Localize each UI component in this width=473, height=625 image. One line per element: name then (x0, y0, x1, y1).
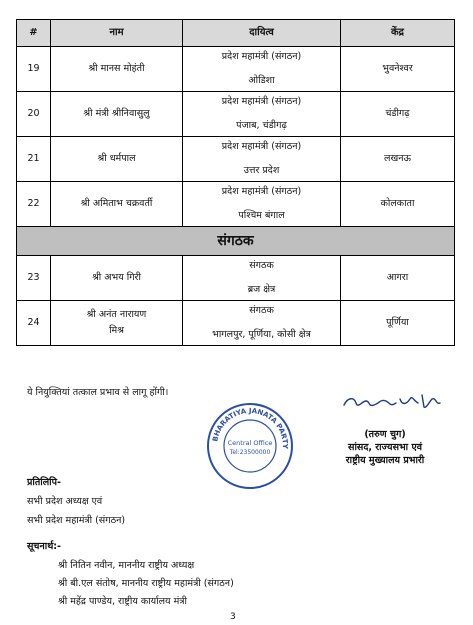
row-center: कोलकाता (341, 182, 455, 227)
row-name: श्री मानस मोहंती (51, 47, 183, 92)
duty-region: भागलपुर, पूर्णिया, कोसी क्षेत्र (212, 329, 311, 340)
signature-icon (340, 387, 450, 419)
duty-region: पश्चिम बंगाल (238, 210, 285, 221)
row-center: पूर्णिया (341, 301, 455, 346)
duty-region: उत्तर प्रदेश (243, 165, 280, 176)
row-duty (183, 137, 341, 182)
notice-text: ये नियुक्तियां तत्काल प्रभाव से लागू होंगी। (27, 387, 169, 398)
row-center: लखनऊ (341, 137, 455, 182)
row-duty (183, 92, 341, 137)
row-duty (183, 182, 341, 227)
appointments-table (16, 19, 455, 346)
seal-line-1: Central Office (227, 439, 273, 447)
row-name: श्री मंत्री श्रीनिवासुलु (51, 92, 183, 137)
signer-title-1: सांसद, राज्यसभा एवं (348, 442, 422, 453)
signer-block (325, 428, 445, 467)
row-number: 20 (17, 92, 51, 137)
table-header-row (17, 20, 455, 47)
seal-outer-text: BHARATIYA JANATA PARTY (211, 406, 290, 449)
duty-title: संगठक (249, 305, 274, 316)
row-name: श्री अमिताभ चक्रवर्ती (51, 182, 183, 227)
header-number: # (17, 20, 51, 47)
row-center: चंडीगढ़ (341, 92, 455, 137)
table-row (17, 137, 455, 182)
duty-title: प्रदेश महामंत्री (संगठन) (221, 96, 302, 107)
row-duty (183, 47, 341, 92)
row-duty (183, 256, 341, 301)
page-number: 3 (230, 612, 236, 622)
row-center: आगरा (341, 256, 455, 301)
section-row (17, 227, 455, 256)
row-number: 23 (17, 256, 51, 301)
info-line: श्री नितिन नवीन, माननीय राष्ट्रीय अध्यक्ष (58, 560, 195, 571)
row-number: 19 (17, 47, 51, 92)
info-heading: सूचनार्थ:- (27, 541, 62, 552)
duty-region: पंजाब, चंडीगढ़ (236, 120, 287, 131)
row-center: भुवनेश्वर (341, 47, 455, 92)
row-duty (183, 301, 341, 346)
cc-heading: प्रतिलिपि- (27, 477, 61, 488)
name-line-1: श्री अनंत नारायण (86, 309, 147, 320)
row-name: श्री धर्मपाल (51, 137, 183, 182)
party-seal-icon (206, 402, 294, 490)
row-name: श्री अभय गिरी (51, 256, 183, 301)
section-title: संगठक (17, 227, 455, 256)
duty-region: ब्रज क्षेत्र (247, 284, 276, 295)
name-line-2: मिश्र (109, 325, 124, 336)
table-row (17, 256, 455, 301)
signer-title-2: राष्ट्रीय मुख्यालय प्रभारी (345, 455, 425, 466)
header-duty: दायित्व (183, 20, 341, 47)
row-name (51, 301, 183, 346)
signer-name: (तरुण चुग) (364, 429, 406, 440)
table-row (17, 301, 455, 346)
header-name: नाम (51, 20, 183, 47)
info-line: श्री बी.एल संतोष, माननीय राष्ट्रीय महामंत्री (संगठन) (58, 578, 234, 589)
table-row (17, 47, 455, 92)
row-number: 24 (17, 301, 51, 346)
cc-line: सभी प्रदेश अध्यक्ष एवं (27, 496, 103, 507)
duty-title: प्रदेश महामंत्री (संगठन) (221, 51, 302, 62)
duty-title: प्रदेश महामंत्री (संगठन) (221, 141, 302, 152)
cc-line: सभी प्रदेश महामंत्री (संगठन) (27, 515, 126, 526)
table-row (17, 92, 455, 137)
row-number: 21 (17, 137, 51, 182)
header-center: केंद्र (341, 20, 455, 47)
duty-title: प्रदेश महामंत्री (संगठन) (221, 186, 302, 197)
duty-title: संगठक (249, 260, 274, 271)
duty-region: ओडिशा (248, 75, 275, 86)
row-number: 22 (17, 182, 51, 227)
table-row (17, 182, 455, 227)
info-line: श्री महेंद्र पाण्डेय, राष्ट्रीय कार्यालय मंत्री (58, 596, 187, 607)
seal-line-2: Tel:23500000 (229, 449, 271, 456)
